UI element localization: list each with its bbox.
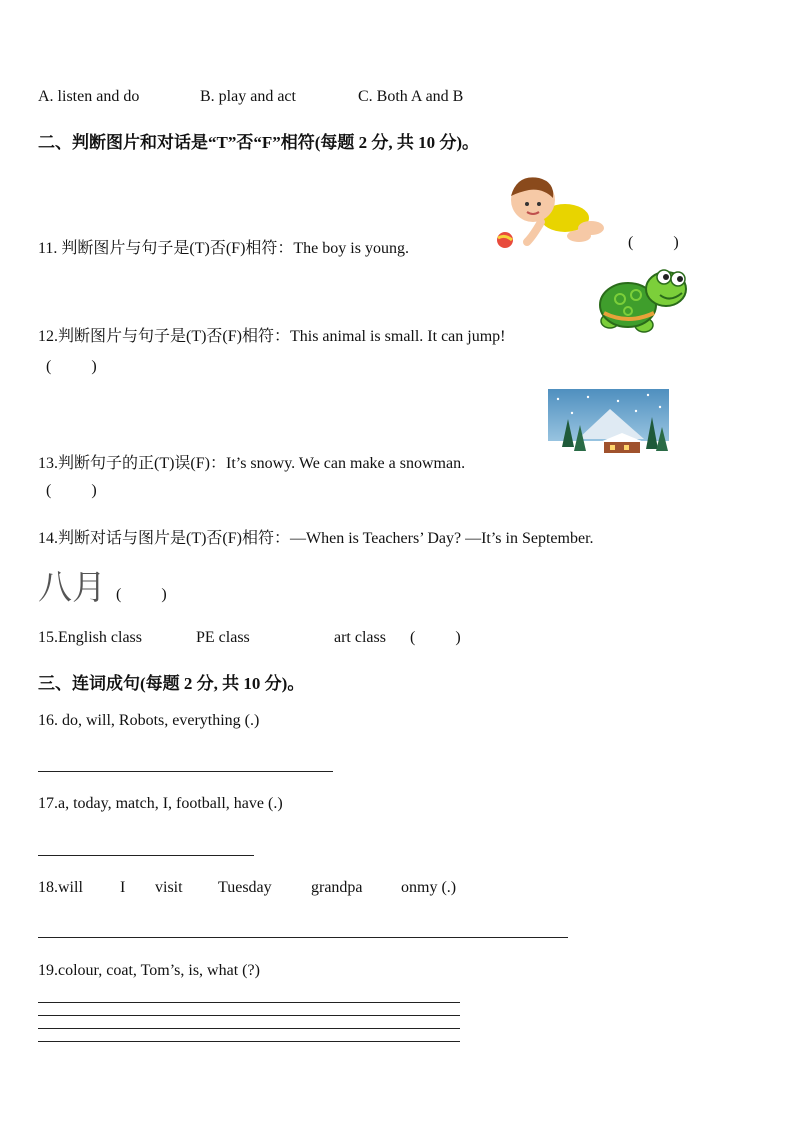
crawling-baby-boy-picture (493, 170, 608, 255)
q12-answer-paren: ( ) (46, 358, 97, 375)
q16-text: 16. do, will, Robots, everything (.) (38, 712, 260, 729)
q13-answer-paren: ( ) (46, 482, 97, 499)
q14-answer-paren: ( ) (116, 586, 167, 603)
q18-word: 18.will (38, 879, 83, 896)
q18-word: onmy (.) (401, 879, 457, 896)
snowy-winter-landscape-picture (548, 389, 669, 465)
q18-word: grandpa (311, 879, 363, 896)
option-a: A. listen and do (38, 88, 140, 105)
q18-word: visit (155, 879, 183, 896)
option-c: C. Both A and B (358, 88, 464, 105)
august-image-text: 八月 (38, 568, 106, 608)
option-b: B. play and act (200, 88, 296, 105)
writing-line[interactable] (38, 1041, 460, 1042)
q18-answer-line[interactable] (38, 937, 568, 938)
q15-option-art: art class (334, 629, 386, 646)
q11-answer-paren: ( ) (628, 234, 679, 251)
q15-option-english: 15.English class (38, 629, 142, 646)
q11-text: 11. 判断图片与句子是(T)否(F)相符：The boy is young. (38, 240, 409, 257)
q14-text: 14.判断对话与图片是(T)否(F)相符：—When is Teachers’ Day? —It’s in September. (38, 530, 594, 547)
writing-line[interactable] (38, 1028, 460, 1029)
green-turtle-picture (598, 265, 693, 337)
q12-text: 12.判断图片与句子是(T)否(F)相符：This animal is small. It can jump! (38, 328, 506, 345)
q18-word: Tuesday (218, 879, 272, 896)
q19-text: 19.colour, coat, Tom’s, is, what (?) (38, 962, 260, 979)
q15-answer-paren: ( ) (410, 629, 461, 646)
q17-answer-line[interactable] (38, 855, 254, 856)
q16-answer-line[interactable] (38, 771, 333, 772)
q15-option-pe: PE class (196, 629, 250, 646)
writing-line[interactable] (38, 1015, 460, 1016)
q17-text: 17.a, today, match, I, football, have (.) (38, 795, 283, 812)
q19-answer-line[interactable] (38, 1002, 460, 1003)
q18-word: I (120, 879, 126, 896)
section3-heading: 三、连词成句(每题 2 分, 共 10 分)。 (38, 674, 305, 693)
q13-text: 13.判断句子的正(T)误(F)：It’s snowy. We can make a snowman. (38, 455, 466, 472)
section2-heading: 二、判断图片和对话是“T”否“F”相符(每题 2 分, 共 10 分)。 (38, 133, 480, 152)
